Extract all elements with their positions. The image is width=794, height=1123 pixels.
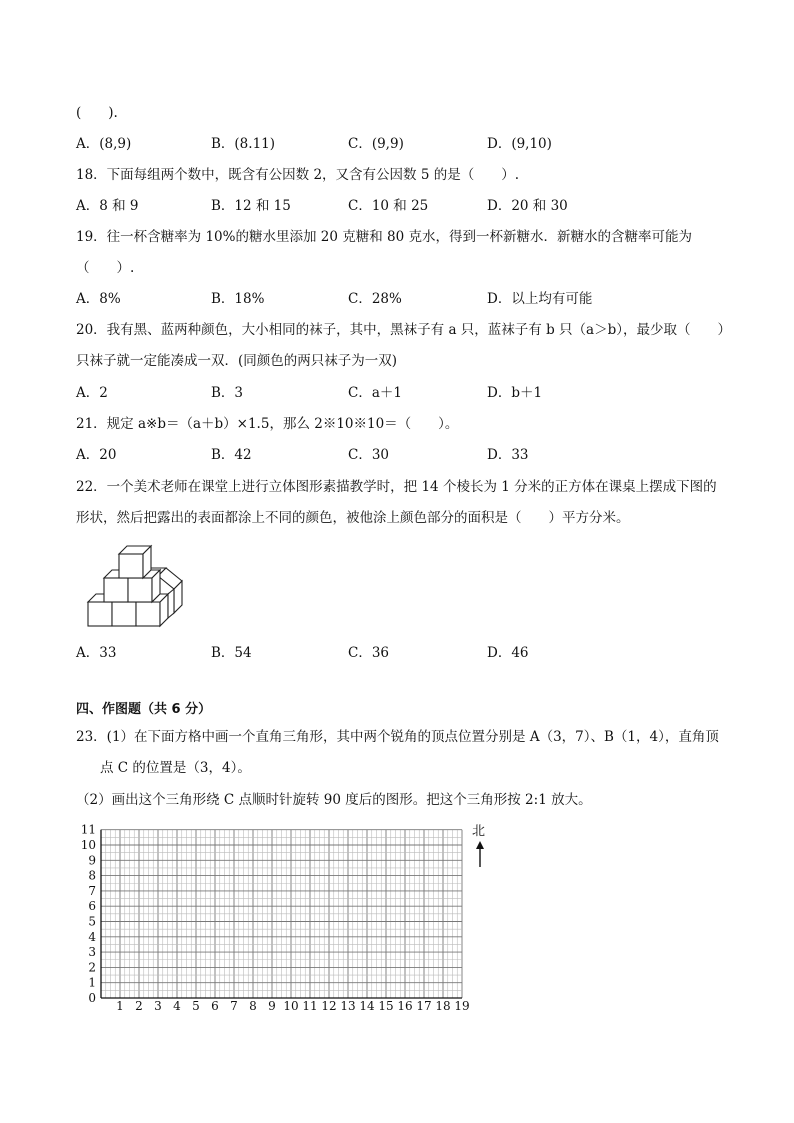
q22-option-d[interactable]: D．46 xyxy=(487,645,529,661)
x-tick-label: 1 xyxy=(116,999,124,1013)
y-tick-label: 8 xyxy=(88,868,96,883)
y-tick-label: 5 xyxy=(88,914,96,929)
q22-stem-line2: 形状，然后把露出的表面都涂上不同的颜色，被他涂上颜色部分的面积是（ ）平方分米。 xyxy=(76,510,630,526)
q18-option-a[interactable]: A．8 和 9 xyxy=(76,198,139,214)
q17-stem-tail: ( ). xyxy=(76,105,118,121)
q17-option-a[interactable]: A．(8,9) xyxy=(76,136,132,152)
x-tick-label: 17 xyxy=(416,999,432,1013)
q17-option-d[interactable]: D．(9,10) xyxy=(487,136,552,152)
q20-option-b[interactable]: B．3 xyxy=(211,385,244,401)
q19-option-b[interactable]: B．18% xyxy=(211,291,265,307)
x-tick-label: 2 xyxy=(135,999,143,1013)
y-tick-label: 3 xyxy=(88,945,96,960)
x-tick-label: 15 xyxy=(378,999,394,1013)
north-label: 北 xyxy=(472,824,486,839)
x-tick-label: 10 xyxy=(283,999,299,1013)
q22-option-a[interactable]: A．33 xyxy=(76,645,117,661)
q21-option-c[interactable]: C．30 xyxy=(348,447,390,463)
y-axis-labels xyxy=(81,823,97,1005)
cube-stack-figure xyxy=(84,538,188,630)
q22-option-b[interactable]: B．54 xyxy=(211,645,252,661)
north-arrow-icon xyxy=(473,840,487,868)
y-tick-label: 0 xyxy=(88,991,96,1005)
x-tick-label: 3 xyxy=(154,999,162,1013)
q19-option-d[interactable]: D．以上均有可能 xyxy=(487,291,593,307)
coordinate-grid[interactable] xyxy=(70,818,490,1018)
q20-option-d[interactable]: D．b＋1 xyxy=(487,385,543,401)
y-tick-label: 2 xyxy=(88,960,96,975)
x-tick-label: 8 xyxy=(249,999,257,1013)
x-tick-label: 5 xyxy=(192,999,200,1013)
q19-option-a[interactable]: A．8% xyxy=(76,291,121,307)
y-tick-label: 10 xyxy=(80,838,96,852)
grid-lines xyxy=(101,830,462,998)
q18-stem: 18．下面每组两个数中，既含有公因数 2，又含有公因数 5 的是（ ）. xyxy=(76,167,520,183)
q23-part1-line1: 23．(1）在下面方格中画一个直角三角形，其中两个锐角的顶点位置分别是 A（3，7）、B（1，4），直角顶 xyxy=(76,729,719,745)
y-tick-label: 1 xyxy=(88,975,96,990)
q19-stem-line2: （ ）. xyxy=(76,260,135,276)
x-tick-label: 9 xyxy=(268,999,276,1013)
x-tick-label: 12 xyxy=(321,999,337,1013)
y-tick-label: 4 xyxy=(88,929,96,944)
q19-stem-line1: 19．往一杯含糖率为 10%的糖水里添加 20 克糖和 80 克水，得到一杯新糖水．新糖水的含糖率可能为 xyxy=(76,229,692,245)
q20-option-a[interactable]: A．2 xyxy=(76,385,108,401)
y-tick-label: 7 xyxy=(88,883,96,898)
x-tick-label: 16 xyxy=(397,999,413,1013)
y-tick-label: 9 xyxy=(88,853,96,868)
q21-option-a[interactable]: A．20 xyxy=(76,447,117,463)
q20-stem-line2: 只袜子就一定能凑成一双．(同颜色的两只袜子为一双) xyxy=(76,353,398,369)
x-tick-label: 4 xyxy=(173,999,181,1013)
q21-stem: 21．规定 a※b＝（a＋b）×1.5，那么 2※10※10＝（ ）。 xyxy=(76,416,459,432)
x-tick-label: 19 xyxy=(454,999,470,1013)
q23-part1-line2: 点 C 的位置是（3，4）。 xyxy=(100,760,251,776)
q18-option-c[interactable]: C．10 和 25 xyxy=(348,198,429,214)
section-heading: 四、作图题（共 6 分） xyxy=(76,702,212,717)
q18-option-d[interactable]: D．20 和 30 xyxy=(487,198,568,214)
q20-stem-line1: 20．我有黑、蓝两种颜色，大小相同的袜子，其中，黑袜子有 a 只，蓝袜子有 b 只（a＞b），最少取（ ） xyxy=(76,322,731,338)
y-tick-label: 11 xyxy=(80,822,96,837)
q17-option-b[interactable]: B．(8.11) xyxy=(211,136,276,152)
q19-option-c[interactable]: C．28% xyxy=(348,291,402,307)
q20-option-c[interactable]: C．a＋1 xyxy=(348,385,402,401)
y-tick-label: 6 xyxy=(88,899,96,914)
x-axis-labels xyxy=(116,999,469,1013)
cube-front-face xyxy=(88,602,112,626)
q22-option-c[interactable]: C．36 xyxy=(348,645,390,661)
q23-part2: （2）画出这个三角形绕 C 点顺时针旋转 90 度后的图形。把这个三角形按 2:1 放大。 xyxy=(76,792,592,808)
q21-option-b[interactable]: B．42 xyxy=(211,447,252,463)
x-tick-label: 6 xyxy=(211,999,219,1013)
x-tick-label: 7 xyxy=(230,999,238,1013)
x-tick-label: 13 xyxy=(340,999,356,1013)
x-tick-label: 14 xyxy=(359,999,375,1013)
q17-option-c[interactable]: C．(9,9) xyxy=(348,136,404,152)
q18-option-b[interactable]: B．12 和 15 xyxy=(211,198,291,214)
x-tick-label: 11 xyxy=(302,999,318,1013)
q21-option-d[interactable]: D．33 xyxy=(487,447,529,463)
q22-stem-line1: 22．一个美术老师在课堂上进行立体图形素描教学时，把 14 个棱长为 1 分米的正方体在课桌上摆成下图的 xyxy=(76,479,717,495)
x-tick-label: 18 xyxy=(435,999,451,1013)
